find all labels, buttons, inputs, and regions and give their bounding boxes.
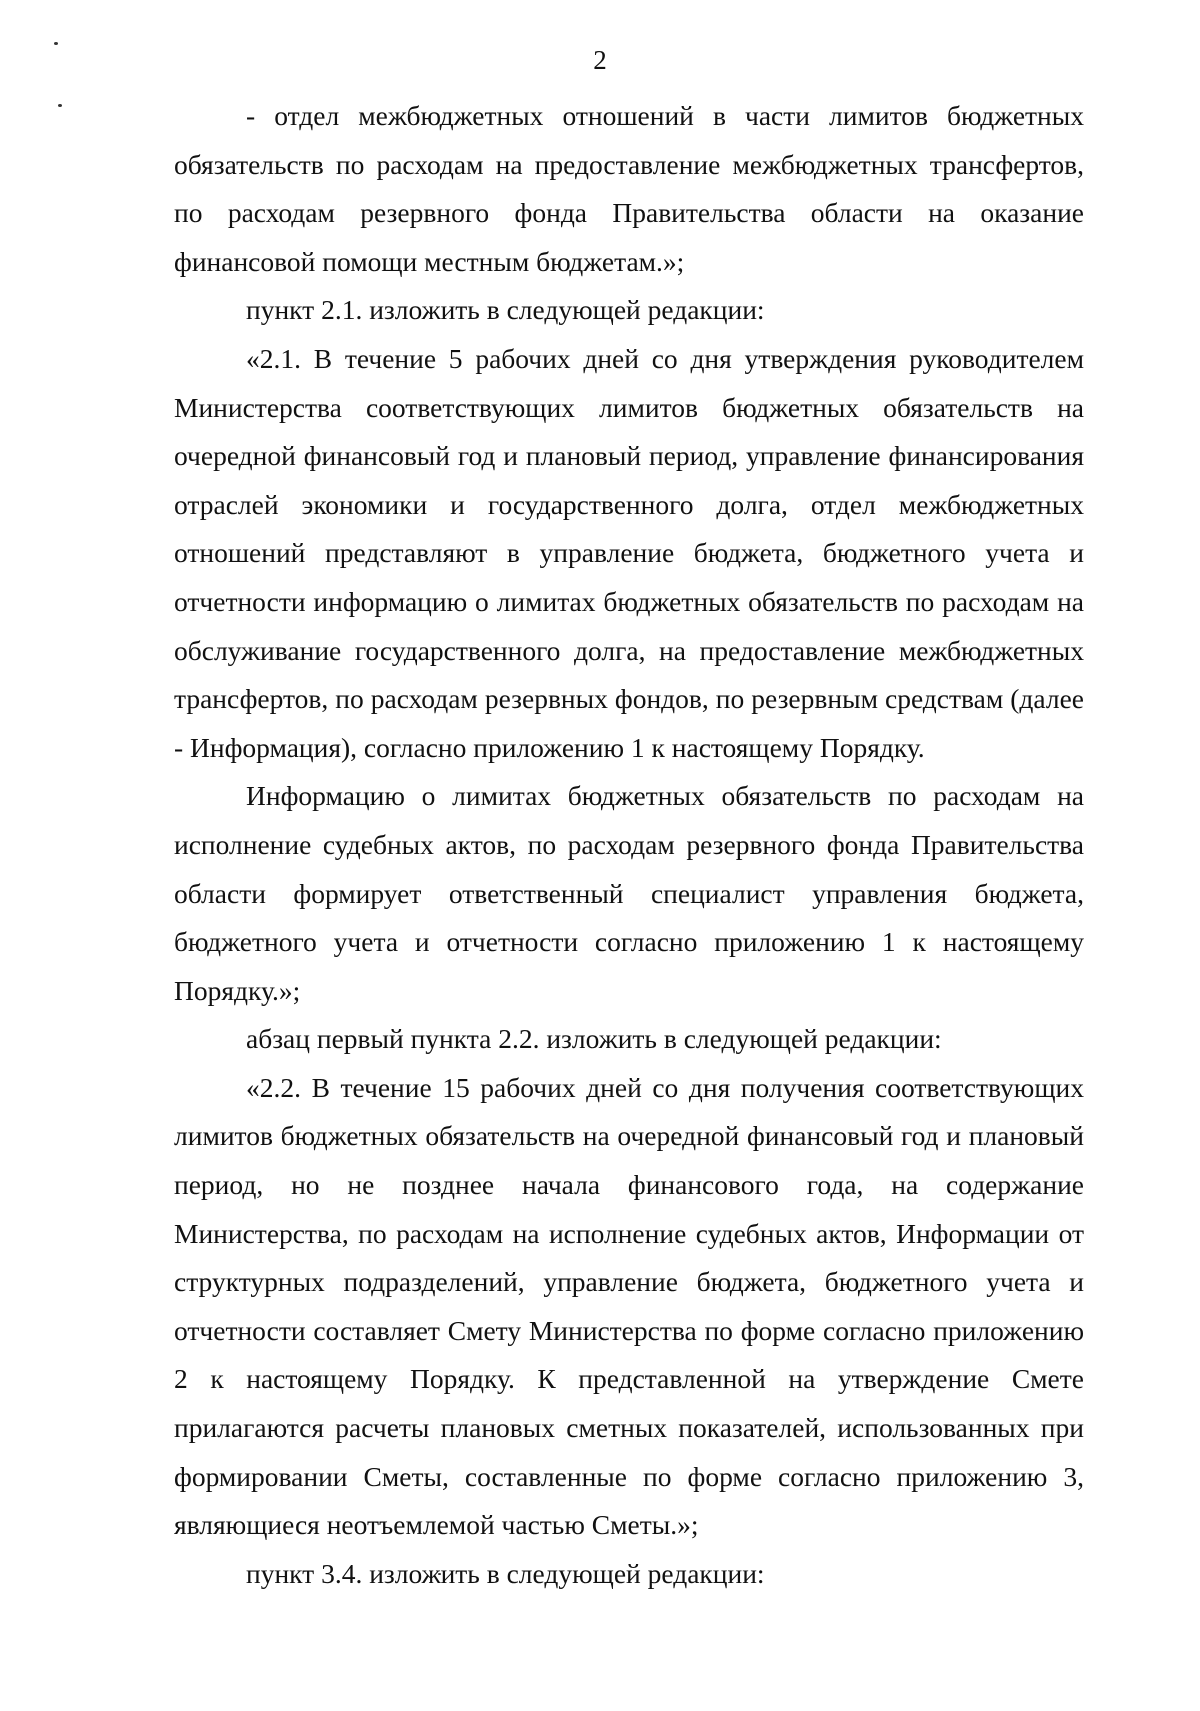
scan-speck bbox=[58, 104, 62, 107]
paragraph-item-2-1-heading: пункт 2.1. изложить в следующей редакции: bbox=[246, 294, 765, 326]
paragraph-information-limits: Информацию о лимитах бюджетных обязательств по расходам на исполнение судебных актов, по расходам резервного фонда Правительства области формирует ответственный специалист управления бюджета, бюджетного учета и отчетности согласно приложению 1 к настоящему Порядку.»; bbox=[174, 780, 1084, 1006]
page-number: 2 bbox=[593, 45, 607, 75]
document-body bbox=[174, 92, 1084, 1598]
paragraph-interbudget-department: - отдел межбюджетных отношений в части лимитов бюджетных обязательств по расходам на предоставление межбюджетных трансфертов, по расходам резервного фонда Правительства области на оказание финансовой помощи местным бюджетам.»; bbox=[174, 100, 1084, 277]
paragraph-item-2-2-heading: абзац первый пункта 2.2. изложить в следующей редакции: bbox=[246, 1023, 942, 1055]
paragraph-item-3-4-heading: пункт 3.4. изложить в следующей редакции: bbox=[246, 1557, 765, 1589]
paragraph-item-2-1-text: «2.1. В течение 5 рабочих дней со дня утверждения руководителем Министерства соответствующих лимитов бюджетных обязательств на очередной финансовый год и плановый период, управление финансирования отраслей экономики и государственного долга, отдел межбюджетных отношений представляют в управление бюджета, бюджетного учета и отчетности информацию о лимитах бюджетных обязательств по расходам на обслуживание государственного долга, на предоставление межбюджетных трансфертов, по расходам резервных фондов, по резервным средствам (далее - Информация), согласно приложению 1 к настоящему Порядку. bbox=[174, 342, 1084, 763]
paragraph-item-2-2-text: «2.2. В течение 15 рабочих дней со дня получения соответствующих лимитов бюджетных обязательств на очередной финансовый год и плановый период, но не позднее начала финансового года, на содержание Министерства, по расходам на исполнение судебных актов, Информации от структурных подразделений, управление бюджета, бюджетного учета и отчетности составляет Смету Министерства по форме согласно приложению 2 к настоящему Порядку. К представленной на утверждение Смете прилагаются расчеты плановых сметных показателей, использованных при формировании Сметы, составленные по форме согласно приложению 3, являющиеся неотъемлемой частью Сметы.»; bbox=[174, 1071, 1084, 1541]
